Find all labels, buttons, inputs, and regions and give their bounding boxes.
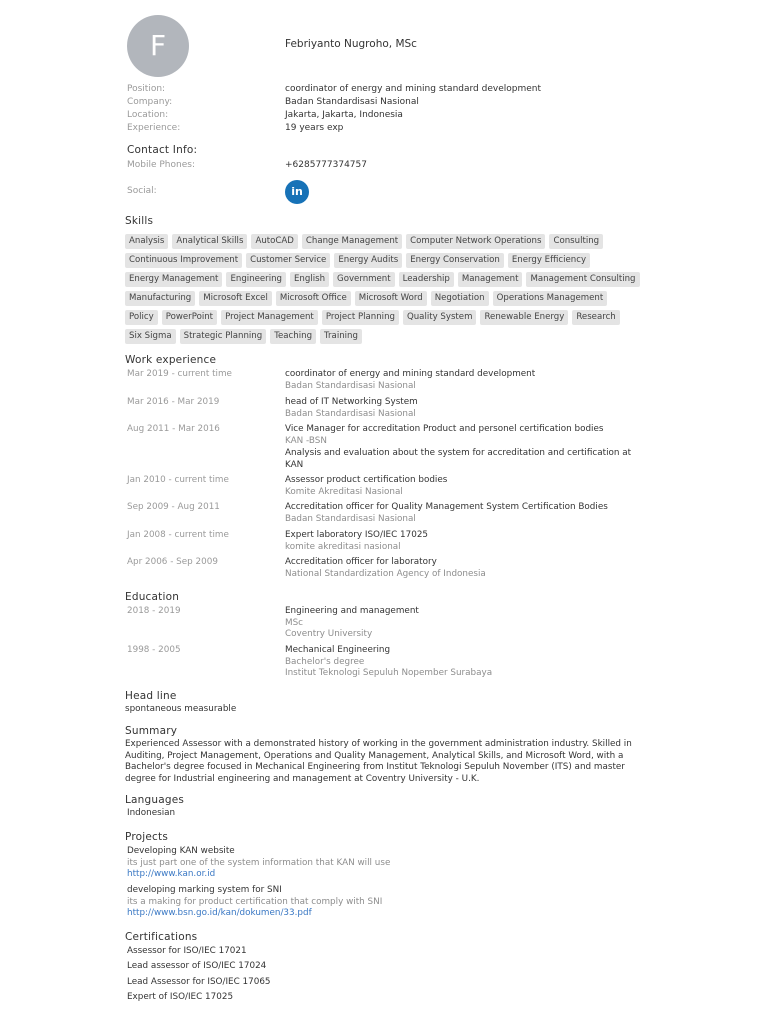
work-experience-heading: Work experience <box>125 354 217 366</box>
skill-tag: Microsoft Word <box>355 291 427 306</box>
projects-heading: Projects <box>125 831 168 843</box>
skill-tag: Consulting <box>549 234 603 249</box>
work-role: Accreditation officer for Quality Management System Certification Bodies <box>285 502 608 512</box>
skill-tag: English <box>290 272 329 287</box>
skills-heading: Skills <box>125 215 154 227</box>
work-role: Vice Manager for accreditation Product and personel certification bodies <box>285 424 604 434</box>
skill-tag: Renewable Energy <box>480 310 568 325</box>
skill-tag: Six Sigma <box>125 329 176 344</box>
education-degree: Bachelor's degree <box>285 657 365 667</box>
profile-name: Febriyanto Nugroho, MSc <box>285 38 417 50</box>
certification-item: Lead assessor of ISO/IEC 17024 <box>127 961 267 971</box>
work-org: National Standardization Agency of Indonesia <box>285 569 486 579</box>
skill-tag: Teaching <box>270 329 316 344</box>
skill-tag: Project Planning <box>322 310 399 325</box>
headline-text: spontaneous measurable <box>125 704 237 714</box>
avatar: F <box>127 15 189 77</box>
work-org: Komite Akreditasi Nasional <box>285 487 403 497</box>
work-date: Jan 2010 - current time <box>127 475 229 485</box>
skill-tag: Policy <box>125 310 158 325</box>
company-label: Company: <box>127 97 173 107</box>
education-degree: MSc <box>285 618 304 628</box>
certification-item: Expert of ISO/IEC 17025 <box>127 992 234 1002</box>
skill-tag: Government <box>333 272 395 287</box>
skill-tag: Strategic Planning <box>180 329 267 344</box>
position-label: Position: <box>127 84 166 94</box>
mobile-phones-label: Mobile Phones: <box>127 160 195 170</box>
social-label: Social: <box>127 186 157 196</box>
work-description: Analysis and evaluation about the system for accreditation and certification at KAN <box>285 448 632 470</box>
language-item: Indonesian <box>127 808 176 818</box>
skill-tag: AutoCAD <box>251 234 297 249</box>
contact-info-heading: Contact Info: <box>127 144 198 156</box>
skill-tag: Energy Efficiency <box>508 253 590 268</box>
location-value: Jakarta, Jakarta, Indonesia <box>285 110 403 120</box>
work-date: Sep 2009 - Aug 2011 <box>127 502 220 512</box>
work-role: head of IT Networking System <box>285 397 418 407</box>
certification-item: Lead Assessor for ISO/IEC 17065 <box>127 977 271 987</box>
work-date: Mar 2019 - current time <box>127 369 232 379</box>
project-description: its just part one of the system information that KAN will use <box>127 858 391 868</box>
education-school: Institut Teknologi Sepuluh Nopember Surabaya <box>285 668 493 678</box>
work-role: coordinator of energy and mining standard development <box>285 369 536 379</box>
skill-tag: Continuous Improvement <box>125 253 242 268</box>
education-date: 2018 - 2019 <box>127 606 181 616</box>
skill-tag: Project Management <box>221 310 318 325</box>
headline-heading: Head line <box>125 690 177 702</box>
languages-heading: Languages <box>125 794 185 806</box>
work-date: Jan 2008 - current time <box>127 530 229 540</box>
skill-tag: Microsoft Excel <box>199 291 272 306</box>
summary-text: Experienced Assessor with a demonstrated history of working in the government administration industry. Skilled in Auditing, Project Management, Operations and Quality Management, Analytical Skills, and Microsoft Word, with a Bachelor's degree focused in Mechanical Engineering from Institut Teknologi Sepuluh November (ITS) and master degree for Industrial engineering and management at Coventry University - U.K. <box>125 739 632 784</box>
skill-tag: Quality System <box>403 310 477 325</box>
work-org: komite akreditasi nasional <box>285 542 401 552</box>
project-description: its a making for product certification that comply with SNI <box>127 897 383 907</box>
project-name: developing marking system for SNI <box>127 885 282 895</box>
linkedin-icon[interactable]: in <box>285 180 309 204</box>
skill-tag: Research <box>572 310 619 325</box>
certification-item: Assessor for ISO/IEC 17021 <box>127 946 247 956</box>
skill-tag: Leadership <box>399 272 454 287</box>
skill-tag: Operations Management <box>493 291 608 306</box>
mobile-phone-value: +6285777374757 <box>285 160 367 170</box>
skill-tag: Energy Audits <box>334 253 402 268</box>
skill-tag: Management <box>458 272 523 287</box>
experience-label: Experience: <box>127 123 181 133</box>
skill-tag: Change Management <box>302 234 402 249</box>
skill-tag: Analysis <box>125 234 168 249</box>
skill-tag: Management Consulting <box>526 272 639 287</box>
skill-tag: Customer Service <box>246 253 330 268</box>
skill-tag: Engineering <box>226 272 286 287</box>
work-date: Mar 2016 - Mar 2019 <box>127 397 220 407</box>
work-date: Aug 2011 - Mar 2016 <box>127 424 220 434</box>
project-link[interactable]: http://www.kan.or.id <box>127 869 216 879</box>
skill-tag: Manufacturing <box>125 291 195 306</box>
education-school: Coventry University <box>285 629 373 639</box>
skill-tag: Training <box>320 329 362 344</box>
certifications-heading: Certifications <box>125 931 198 943</box>
work-org: Badan Standardisasi Nasional <box>285 409 416 419</box>
work-org: Badan Standardisasi Nasional <box>285 514 416 524</box>
project-link[interactable]: http://www.bsn.go.id/kan/dokumen/33.pdf <box>127 908 312 918</box>
work-date: Apr 2006 - Sep 2009 <box>127 557 218 567</box>
skill-tag: Energy Management <box>125 272 222 287</box>
work-role: Assessor product certification bodies <box>285 475 448 485</box>
skill-tag: Analytical Skills <box>172 234 247 249</box>
experience-value: 19 years exp <box>285 123 344 133</box>
company-value: Badan Standardisasi Nasional <box>285 97 419 107</box>
work-role: Expert laboratory ISO/IEC 17025 <box>285 530 429 540</box>
education-heading: Education <box>125 591 180 603</box>
education-field: Engineering and management <box>285 606 419 616</box>
location-label: Location: <box>127 110 169 120</box>
skills-list <box>125 234 640 344</box>
work-org: KAN -BSN <box>285 436 327 446</box>
education-date: 1998 - 2005 <box>127 645 181 655</box>
skill-tag: Computer Network Operations <box>406 234 545 249</box>
work-role: Accreditation officer for laboratory <box>285 557 437 567</box>
skill-tag: Energy Conservation <box>406 253 504 268</box>
skill-tag: Negotiation <box>431 291 489 306</box>
project-name: Developing KAN website <box>127 846 235 856</box>
summary-heading: Summary <box>125 725 178 737</box>
education-field: Mechanical Engineering <box>285 645 391 655</box>
skill-tag: Microsoft Office <box>276 291 351 306</box>
work-org: Badan Standardisasi Nasional <box>285 381 416 391</box>
skill-tag: PowerPoint <box>162 310 217 325</box>
position-value: coordinator of energy and mining standard development <box>285 84 541 94</box>
